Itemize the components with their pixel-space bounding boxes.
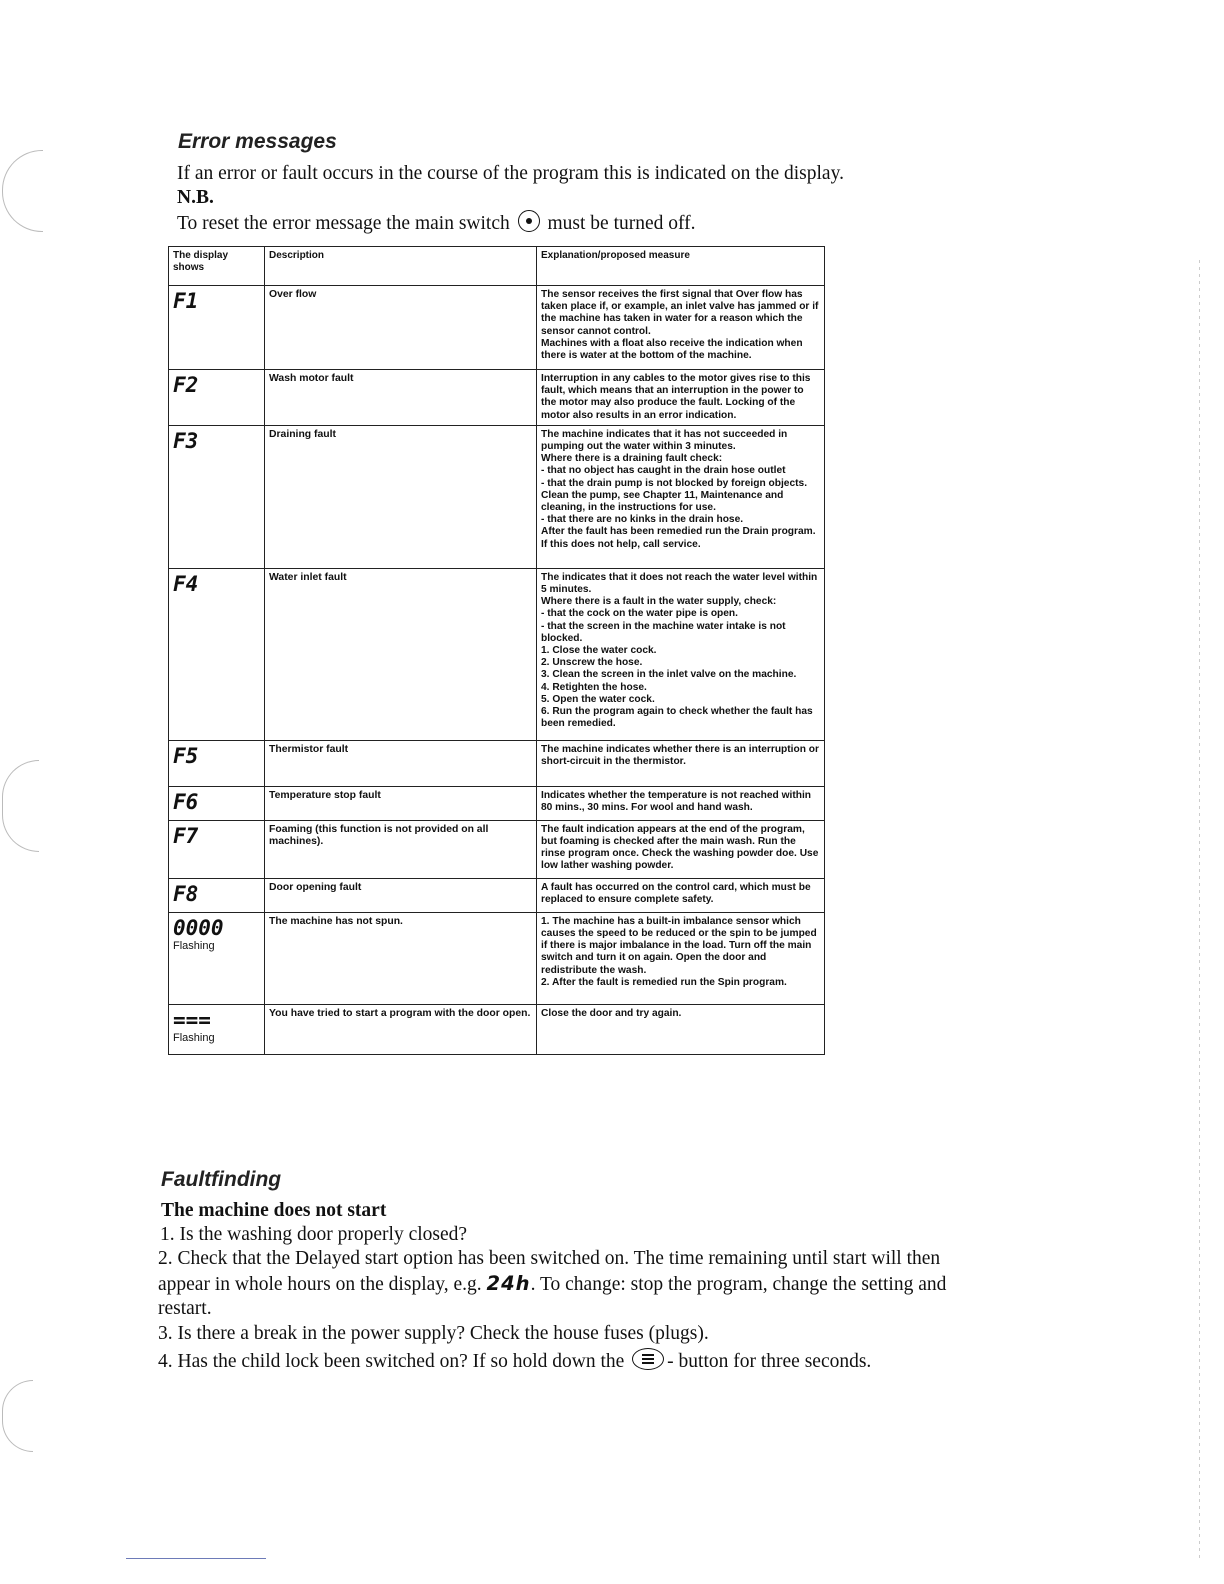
faultfinding-item-4 — [158, 1348, 871, 1374]
fault-explanation: Close the door and try again. — [537, 1004, 825, 1054]
display-code: 0000 Flashing — [169, 912, 265, 1004]
item-2b-after: . To change: stop the program, change the setting and — [530, 1274, 947, 1295]
faultfinding-item-1: 1. Is the washing door properly closed? — [160, 1224, 468, 1245]
display-code: F8 — [169, 878, 265, 912]
fault-description: Foaming (this function is not provided on all machines). — [265, 820, 537, 878]
header-explanation: Explanation/proposed measure — [537, 247, 825, 286]
flashing-label: Flashing — [173, 1031, 215, 1044]
reset-instruction — [177, 210, 696, 236]
table-row — [169, 820, 825, 878]
fault-explanation: The fault indication appears at the end of the program, but foaming is checked after the main wash. Run the rinse program once. Check the washing powder doe. Use low lather washing powder. — [537, 820, 825, 878]
nb-label: N.B. — [177, 187, 214, 208]
item-4-before: 4. Has the child lock been switched on? If so hold down the — [158, 1351, 625, 1372]
reset-text-before: To reset the error message the main switch — [177, 213, 510, 234]
header-description: Description — [265, 247, 537, 286]
table-row — [169, 286, 825, 370]
fault-description: Thermistor fault — [265, 740, 537, 786]
faultfinding-item-2c: restart. — [158, 1298, 212, 1319]
scan-artifact — [1199, 260, 1200, 1560]
fault-description: You have tried to start a program with the door open. — [265, 1004, 537, 1054]
table-row — [169, 425, 825, 568]
scan-artifact — [2, 150, 43, 232]
fault-explanation: The indicates that it does not reach the water level within 5 minutes. Where there is a fault in the water supply, check: - that the cock on the water pipe is open. - that the screen in the machine water intake is not blocked. 1. Close the water cock. 2. Unscrew the hose. 3. Clean the screen in the inlet valve on the machine. 4. Retighten the hose. 5. Open the water cock. 6. Run the program again to check whether the fault has been remedied. — [537, 568, 825, 740]
table-row — [169, 786, 825, 820]
display-code: F4 — [169, 568, 265, 740]
fault-explanation: Indicates whether the temperature is not reached within 80 mins., 30 mins. For wool and hand wash. — [537, 786, 825, 820]
fault-explanation: Interruption in any cables to the motor gives rise to this fault, which means that an interruption in the power to the motor may also produce the fault. Locking of the motor also results in an error indication. — [537, 370, 825, 426]
fault-explanation: The sensor receives the first signal that Over flow has taken place if, or example, an inlet valve has jammed or if the machine has taken in water for a reason which the sensor cannot control. Machines with a float also receive the indication when there is water at the bottom of the machine. — [537, 286, 825, 370]
display-code: === Flashing — [169, 1004, 265, 1054]
fault-explanation: The machine indicates that it has not succeeded in pumping out the water within 3 minutes. Where there is a draining fault check: - that no object has caught in the drain hose outlet - that the drain pump is not blocked by foreign objects. Clean the pump, see Chapter 11, Maintenance and cleaning, in the instructions for use. - that there are no kinks in the drain hose. After the fault has been remedied run the Drain program. If this does not help, call service. — [537, 425, 825, 568]
fault-description: Draining fault — [265, 425, 537, 568]
scan-artifact — [2, 1380, 33, 1452]
fault-explanation: A fault has occurred on the control card, which must be replaced to ensure complete safety. — [537, 878, 825, 912]
flashing-label: Flashing — [173, 939, 215, 952]
delayed-start-display: 24h — [486, 1272, 531, 1295]
display-code: F6 — [169, 786, 265, 820]
fault-description: The machine has not spun. — [265, 912, 537, 1004]
error-intro: If an error or fault occurs in the course of the program this is indicated on the display. — [177, 163, 844, 184]
display-code: F2 — [169, 370, 265, 426]
faultfinding-subtitle: The machine does not start — [161, 1200, 387, 1221]
fault-explanation: The machine indicates whether there is an interruption or short-circuit in the thermistor. — [537, 740, 825, 786]
fault-description: Temperature stop fault — [265, 786, 537, 820]
display-code: F5 — [169, 740, 265, 786]
fault-description: Door opening fault — [265, 878, 537, 912]
faultfinding-item-2a: 2. Check that the Delayed start option has been switched on. The time remaining until start will then — [158, 1248, 941, 1269]
faultfinding-title: Faultfinding — [161, 1168, 282, 1191]
reset-text-after: must be turned off. — [547, 213, 696, 234]
error-table — [168, 246, 825, 1055]
fault-description: Water inlet fault — [265, 568, 537, 740]
table-row — [169, 912, 825, 1004]
table-row — [169, 370, 825, 426]
item-2b-before: appear in whole hours on the display, e.g. — [158, 1274, 482, 1295]
error-messages-title: Error messages — [178, 130, 337, 153]
display-code: F3 — [169, 425, 265, 568]
display-code: F7 — [169, 820, 265, 878]
table-row — [169, 568, 825, 740]
scan-artifact — [126, 1558, 266, 1559]
table-header-row — [169, 247, 825, 286]
main-switch-icon — [518, 210, 540, 232]
faultfinding-item-2b — [158, 1271, 946, 1297]
faultfinding-item-3: 3. Is there a break in the power supply? Check the house fuses (plugs). — [158, 1323, 709, 1344]
table-row — [169, 740, 825, 786]
display-code: F1 — [169, 286, 265, 370]
fault-description: Wash motor fault — [265, 370, 537, 426]
scan-artifact — [2, 760, 39, 852]
item-4-after: - button for three seconds. — [667, 1351, 872, 1372]
table-row — [169, 1004, 825, 1054]
fault-description: Over flow — [265, 286, 537, 370]
fault-explanation: 1. The machine has a built-in imbalance sensor which causes the speed to be reduced or the spin to be jumped if there is major imbalance in the load. Turn off the main switch and turn it on again. Open the door and redistribute the wash. 2. After the fault is remedied run the Spin program. — [537, 912, 825, 1004]
header-display: The display shows — [169, 247, 265, 286]
start-stop-button-icon — [632, 1348, 664, 1370]
table-row — [169, 878, 825, 912]
